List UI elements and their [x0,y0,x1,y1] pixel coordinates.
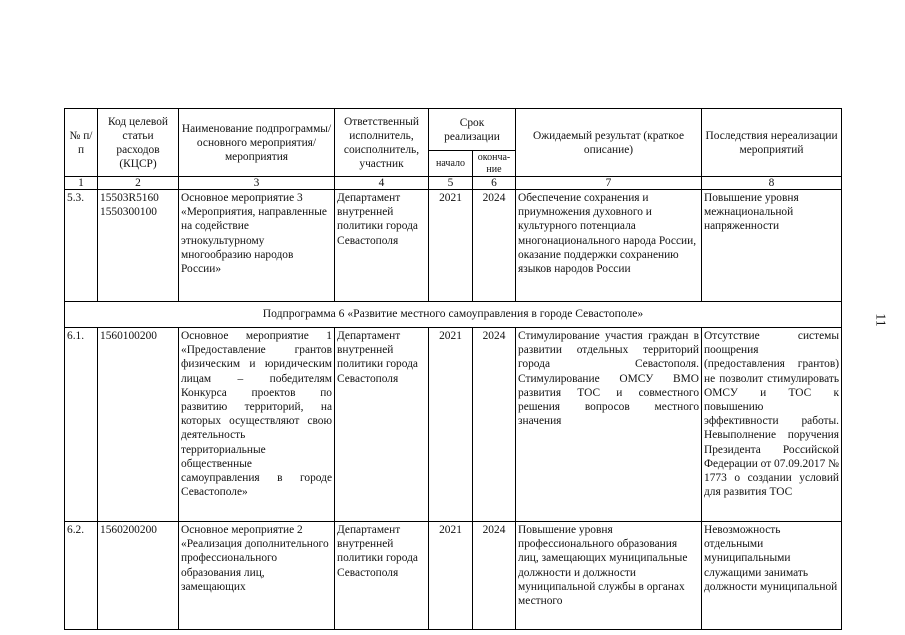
table-row [65,328,842,522]
row-result-text: Повышение уровня профессионального образования лиц, замещающих муниципальные должности и должности муниципальной службы в органах местного [518,524,688,607]
page-number: 11 [872,313,888,327]
header-code: Код целевой статьи расходов (КЦСР) [98,109,179,177]
row-code: 1560200200 [98,522,179,630]
header-end: оконча-ние [473,151,516,177]
row-code-line: 1550300100 [100,206,157,219]
row-code-line: 15503R5160 [100,192,159,204]
row-number: 5.3. [65,190,98,302]
column-numbers-row [65,177,842,190]
header-term: Срок реализации [429,109,516,151]
header-name: Наименование подпрограммы/ основного мероприятия/ мероприятия [179,109,335,177]
table-row [65,522,842,630]
row-name: Основное мероприятие 1 «Предоставление грантов физическим и юридическим лицам – победителям Конкурса проектов по развитию территорий, на которых осуществляют свою деятельность территориальные общественные самоуправления в городе Севастополе» [179,328,335,522]
row-start: 2021 [429,190,473,302]
row-start: 2021 [429,522,473,630]
row-end: 2024 [473,190,516,302]
row-name: Основное мероприятие 3 «Мероприятия, направленные на содействие этнокультурному многообразию народов России» [179,190,335,302]
program-table [64,108,842,630]
header-executor: Ответственный исполнитель, соисполнитель, участник [335,109,429,177]
subprogram-row [65,302,842,328]
row-result: Стимулирование участия граждан в развитии отдельных территорий города Севастополя. Стимулирование ОМСУ ВМО развития ТОС и совместного решения вопросов местного значения [516,328,702,522]
header-no: № п/п [65,109,98,177]
row-result: Обеспечение сохранения и приумножения духовного и культурного потенциала многонационального народа России, оказание поддержки сохранению языков народов России [516,190,702,302]
row-end: 2024 [473,522,516,630]
column-number: 1 [65,177,98,190]
row-executor: Департамент внутренней политики города Севастополя [335,328,429,522]
subprogram-title: Подпрограмма 6 «Развитие местного самоуправления в городе Севастополе» [65,302,842,328]
row-number: 6.2. [65,522,98,630]
row-consequence: Повышение уровня межнациональной напряженности [702,190,842,302]
header-start: начало [429,151,473,177]
column-number: 8 [702,177,842,190]
row-code [98,190,179,302]
row-consequence [702,522,842,630]
row-name-text: Основное мероприятие 2 «Реализация дополнительного профессионального образования лиц, замещающих [181,524,329,593]
column-number: 6 [473,177,516,190]
row-start: 2021 [429,328,473,522]
header-result: Ожидаемый результат (краткое описание) [516,109,702,177]
column-number: 5 [429,177,473,190]
column-number: 3 [179,177,335,190]
row-name [179,522,335,630]
column-number: 4 [335,177,429,190]
document-page [64,108,841,630]
row-executor: Департамент внутренней политики города Севастополя [335,522,429,630]
row-executor: Департамент внутренней политики города Севастополя [335,190,429,302]
header-consequence: Последствия нереализации мероприятий [702,109,842,177]
column-number: 7 [516,177,702,190]
row-consequence-text: Невозможность отдельными муниципальными служащими занимать должности муниципальной [704,524,838,593]
row-number: 6.1. [65,328,98,522]
row-result [516,522,702,630]
row-end: 2024 [473,328,516,522]
column-number: 2 [98,177,179,190]
row-consequence: Отсутствие системы поощрения (предоставления грантов) не позволит стимулировать ОМСУ и ТОС к повышению эффективности работы. Невыполнение поручения Президента Российской Федерации от 07.09.2017 № 1773 о создании условий для развития ТОС [702,328,842,522]
header-row [65,109,842,151]
row-code: 1560100200 [98,328,179,522]
table-row [65,190,842,302]
